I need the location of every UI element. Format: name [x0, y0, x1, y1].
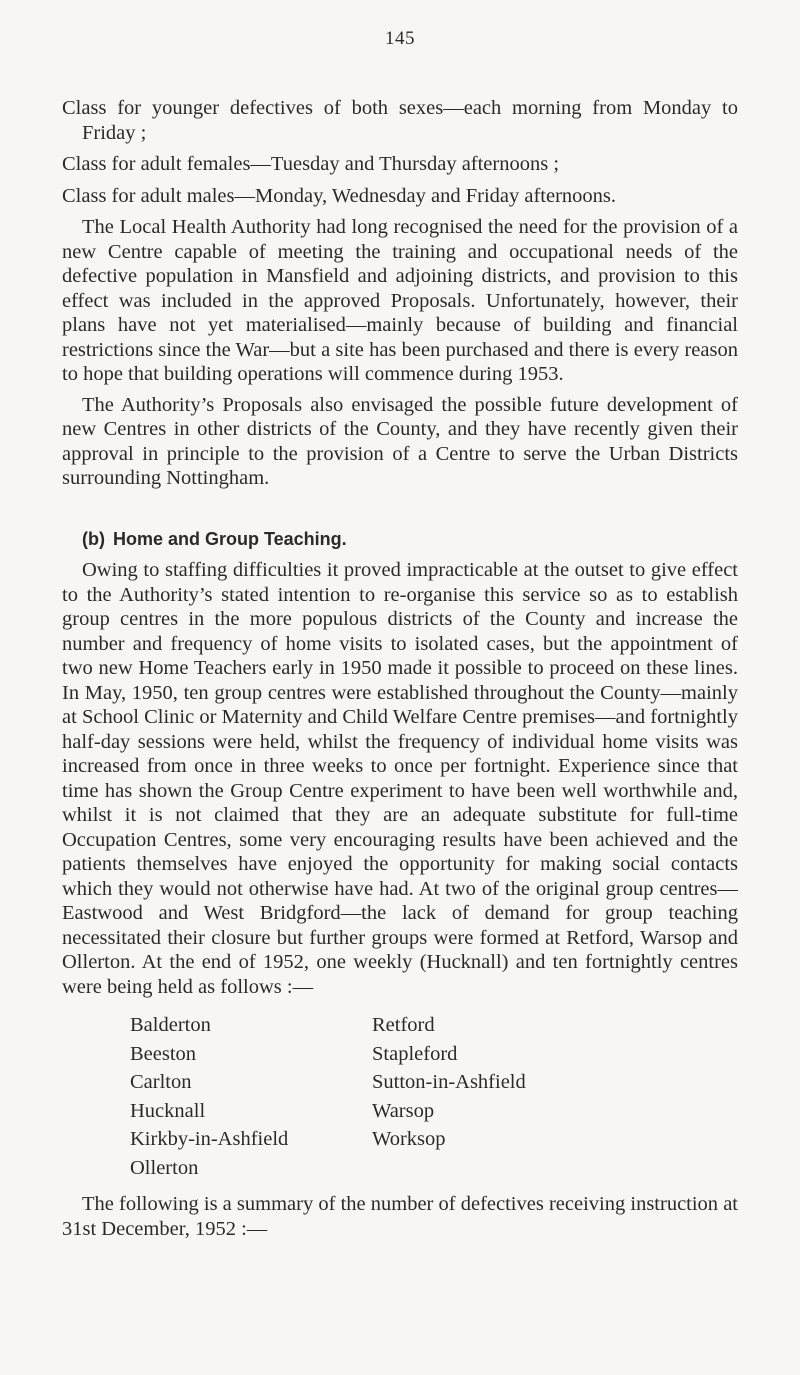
class-schedule-item: Class for adult males—Monday, Wednesday and Friday afternoons. — [62, 184, 617, 207]
section-title: Home and Group Teaching. — [112, 528, 347, 549]
section-label: (b) — [82, 528, 105, 549]
list-item: Kirkby-in-Ashfield — [130, 1128, 289, 1150]
list-item: Warsop — [372, 1099, 435, 1122]
paragraph-future-centres: The Authority’s Proposals also envisaged the possible future development of new Centres in other districts of the County, and they have recently given their approval in principle to the provision of a Centre to serve the Urban Districts surrounding Nottingham. — [62, 393, 738, 489]
list-item: Beeston — [130, 1042, 197, 1065]
centre-list-right — [372, 1011, 672, 1182]
paragraph-mansfield-centre: The Local Health Authority had long recognised the need for the provision of a new Centre capable of meeting the training and occupational needs of the defective population in Mansfield and adjoining districts, and provision to this effect was included in the approved Proposals. Unfortunately, however, their plans have not yet materialised—mainly because of building and financial restrictions since the War—but a site has been purchased and there is every reason to hope that building operations will commence during 1953. — [62, 216, 738, 385]
list-item: Hucknall — [130, 1099, 206, 1122]
centre-list — [130, 1011, 738, 1182]
list-item: Ollerton — [130, 1156, 199, 1179]
list-item: Stapleford — [372, 1042, 458, 1065]
page-body — [62, 96, 738, 1241]
class-schedule-item: Class for younger defectives of both sexes—each morning from Monday to Friday ; — [62, 97, 738, 144]
list-item: Carlton — [130, 1071, 192, 1093]
paragraph-group-teaching: Owing to staffing difficulties it proved impracticable at the outset to give effect to the Authority’s stated intention to re-organise this service so as to establish group centres in the more populous districts of the County and increase the number and frequency of home visits to isolated cases, but the appointment of two new Home Teachers early in 1950 made it possible to proceed on these lines. In May, 1950, ten group centres were established throughout the County—mainly at School Clinic or Maternity and Child Welfare Centre premises—and fortnightly half-day sessions were held, whilst the frequency of individual home visits was increased from once in three weeks to once per fortnight. Experience since that time has shown the Group Centre experiment to have been well worthwhile and, whilst it is not claimed that they are an adequate substitute for full-time Occupation Centres, some very encouraging results have been achieved and the patients themselves have enjoyed the opportunity for making social contacts which they would not otherwise have had. At two of the original group centres—Eastwood and West Bridgford—the lack of demand for group teaching necessitated their closure but further groups were formed at Retford, Warsop and Ollerton. At the end of 1952, one weekly (Hucknall) and ten fortnightly centres were being held as follows :— — [62, 559, 738, 998]
list-item: Balderton — [130, 1014, 211, 1036]
list-item: Sutton-in-Ashfield — [372, 1071, 526, 1093]
centre-list-left — [130, 1011, 372, 1182]
class-schedule-item: Class for adult females—Tuesday and Thursday afternoons ; — [62, 153, 560, 175]
list-item: Retford — [372, 1014, 435, 1036]
section-heading — [62, 527, 738, 552]
list-item: Worksop — [372, 1128, 446, 1150]
page-number: 145 — [385, 28, 415, 49]
paragraph-summary-intro: The following is a summary of the number of defectives receiving instruction at 31st December, 1952 :— — [62, 1193, 738, 1240]
